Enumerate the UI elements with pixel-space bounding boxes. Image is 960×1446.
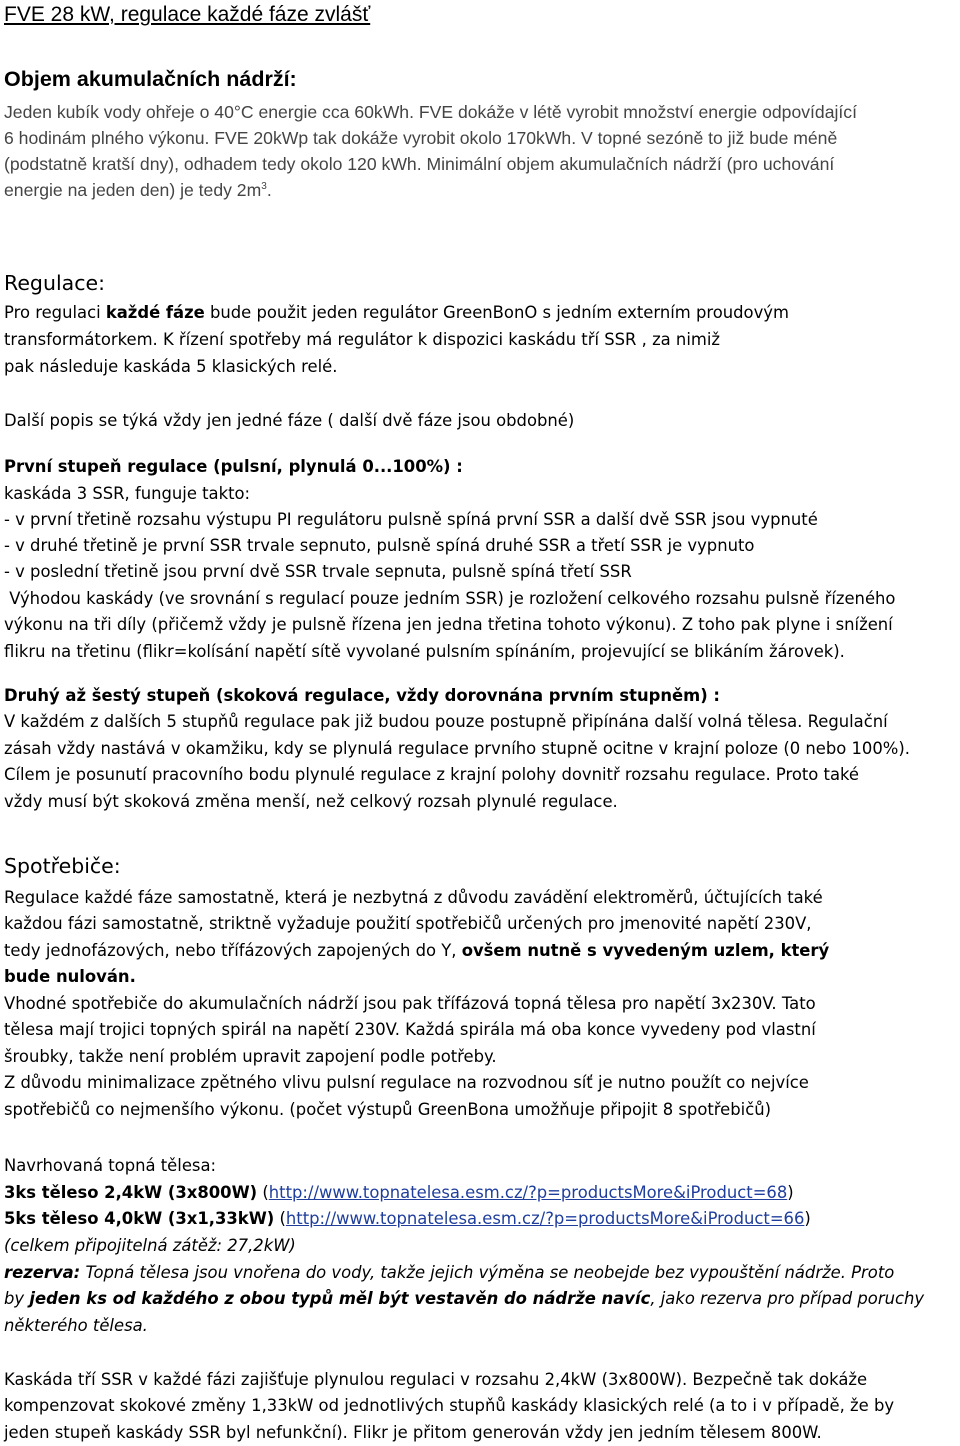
prvni-line-4: - v poslední třetině jsou první dvě SSR trvale sepnuta, pulsně spíná třetí SSR: [4, 562, 632, 581]
prvni-line-3: - v druhé třetině je první SSR trvale sepnuto, pulsně spíná druhé SSR a třetí SSR je vypnuto: [4, 536, 755, 555]
objem-line-3: (podstatně kratší dny), odhadem tedy okolo 120 kWh. Minimální objem akumulačních nádrží (pro uchování: [4, 154, 835, 174]
objem-line-1: Jeden kubík vody ohřeje o 40°C energie cca 60kWh. FVE dokáže v létě vyrobit množství energie odpovídající: [4, 102, 857, 122]
prvni-line-7: flikru na třetinu (flikr=kolísání napětí sítě vyvolané pulsním spínáním, projevující se blikáním žárovek).: [4, 642, 845, 661]
druhy-line-3: Cílem je posunutí pracovního bodu plynulé regulace z krajní polohy dovnitř rozsahu regulace. Proto také: [4, 765, 859, 784]
navrhovana-telesa: Navrhovaná topná tělesa:: [4, 1156, 217, 1175]
celkova-zatez: (celkem připojitelná zátěž: 27,2kW): [4, 1236, 296, 1255]
rezerva-line-1: rezerva: Topná tělesa jsou vnořena do vody, takže jejich výměna se neobejde bez vypouštění nádrže. Proto: [4, 1263, 895, 1282]
heading-druhy-stupen: Druhý až šestý stupeň (skoková regulace, vždy dorovnána prvním stupněm) :: [4, 686, 720, 705]
kaskada-line-3: jeden stupeň kaskády SSR byl nefunkční). Flikr je přitom generován vždy jen jedním tělesem 800W.: [4, 1423, 822, 1442]
prvni-line-2: - v první třetině rozsahu výstupu PI regulátoru pulsně spíná první SSR a další dvě SSR jsou vypnuté: [4, 510, 818, 529]
heading-spotrebice: Spotřebiče:: [4, 854, 121, 878]
prvni-line-6: výkonu na tři díly (přičemž vždy je pulsně řízena jen jedna třetina tohoto výkonu). Z toho pak plyne i snížení: [4, 615, 893, 634]
teleso-1: 3ks těleso 2,4kW (3x800W) (http://www.topnatelesa.esm.cz/?p=productsMore&iProduct=68): [4, 1183, 794, 1202]
teleso-1-link[interactable]: http://www.topnatelesa.esm.cz/?p=productsMore&iProduct=68: [268, 1183, 788, 1202]
regulace-line-1: Pro regulaci každé fáze bude použit jeden regulátor GreenBonO s jedním externím proudovým: [4, 303, 789, 322]
superscript-3: 3: [261, 181, 267, 193]
spotrebice-line-7: šroubky, takže není problém upravit zapojení podle potřeby.: [4, 1047, 497, 1066]
kaskada-line-1: Kaskáda tří SSR v každé fázi zajišťuje plynulou regulaci v rozsahu 2,4kW (3x800W). Bezpečně tak dokáže: [4, 1370, 868, 1389]
spotrebice-line-1: Regulace každé fáze samostatně, která je nezbytná z důvodu zavádění elektroměrů, účtujících také: [4, 888, 823, 907]
rezerva-line-3: některého tělesa.: [4, 1316, 148, 1335]
teleso-2-link[interactable]: http://www.topnatelesa.esm.cz/?p=productsMore&iProduct=66: [285, 1209, 805, 1228]
spotrebice-line-3: tedy jednofázových, nebo třífázových zapojených do Y, ovšem nutně s vyvedeným uzlem, který: [4, 941, 830, 960]
spotrebice-line-8: Z důvodu minimalizace zpětného vlivu pulsní regulace na rozvodnou síť je nutno použít co nejvíce: [4, 1073, 809, 1092]
regulace-line-3: pak následuje kaskáda 5 klasických relé.: [4, 357, 338, 376]
spotrebice-line-5: Vhodné spotřebiče do akumulačních nádrží jsou pak třífázová topná tělesa pro napětí 3x230V. Tato: [4, 994, 816, 1013]
spotrebice-line-4: bude nulován.: [4, 967, 136, 986]
druhy-line-1: V každém z dalších 5 stupňů regulace pak již budou pouze postupně připínána další volná tělesa. Regulační: [4, 712, 888, 731]
prvni-line-1: kaskáda 3 SSR, funguje takto:: [4, 484, 251, 503]
regulace-popis: Další popis se týká vždy jen jedné fáze ( další dvě fáze jsou obdobné): [4, 411, 575, 430]
page-title: FVE 28 kW, regulace každé fáze zvlášť: [4, 3, 371, 26]
spotrebice-line-2: každou fázi samostatně, striktně vyžaduje použití spotřebičů určených pro jmenovité napětí 230V,: [4, 914, 812, 933]
heading-objem: Objem akumulačních nádrží:: [4, 67, 297, 91]
druhy-line-2: zásah vždy nastává v okamžiku, kdy se plynulá regulace prvního stupně ocitne v krajní poloze (0 nebo 100%).: [4, 739, 910, 758]
regulace-line-2: transformátorkem. K řízení spotřeby má regulátor k dispozici kaskádu tří SSR , za nimiž: [4, 330, 720, 349]
spotrebice-line-9: spotřebičů co nejmenšího výkonu. (počet výstupů GreenBona umožňuje připojit 8 spotřebičů): [4, 1100, 771, 1119]
spotrebice-line-6: tělesa mají trojici topných spirál na napětí 230V. Každá spirála má oba konce vyvedeny pod vlastní: [4, 1020, 816, 1039]
druhy-line-4: vždy musí být skoková změna menší, než celkový rozsah plynulé regulace.: [4, 792, 618, 811]
teleso-2: 5ks těleso 4,0kW (3x1,33kW) (http://www.topnatelesa.esm.cz/?p=productsMore&iProduct=66): [4, 1209, 811, 1228]
objem-line-4: energie na jeden den) je tedy $2m^3$.: [4, 180, 272, 200]
objem-line-2: 6 hodinám plného výkonu. FVE 20kWp tak dokáže vyrobit okolo 170kWh. V topné sezóně to již bude méně: [4, 128, 838, 148]
kaskada-line-2: kompenzovat skokové změny 1,33kW od jednotlivých stupňů kaskády klasických relé (a to i v případě, že by: [4, 1396, 895, 1415]
heading-regulace: Regulace:: [4, 271, 105, 295]
rezerva-line-2: by jeden ks od každého z obou typů měl být vestavěn do nádrže navíc, jako rezerva pro případ poruchy: [4, 1289, 925, 1308]
heading-prvni-stupen: První stupeň regulace (pulsní, plynulá 0...100%) :: [4, 457, 463, 476]
prvni-line-5: Výhodou kaskády (ve srovnání s regulací pouze jedním SSR) je rozložení celkového rozsahu pulsně řízeného: [4, 589, 896, 608]
